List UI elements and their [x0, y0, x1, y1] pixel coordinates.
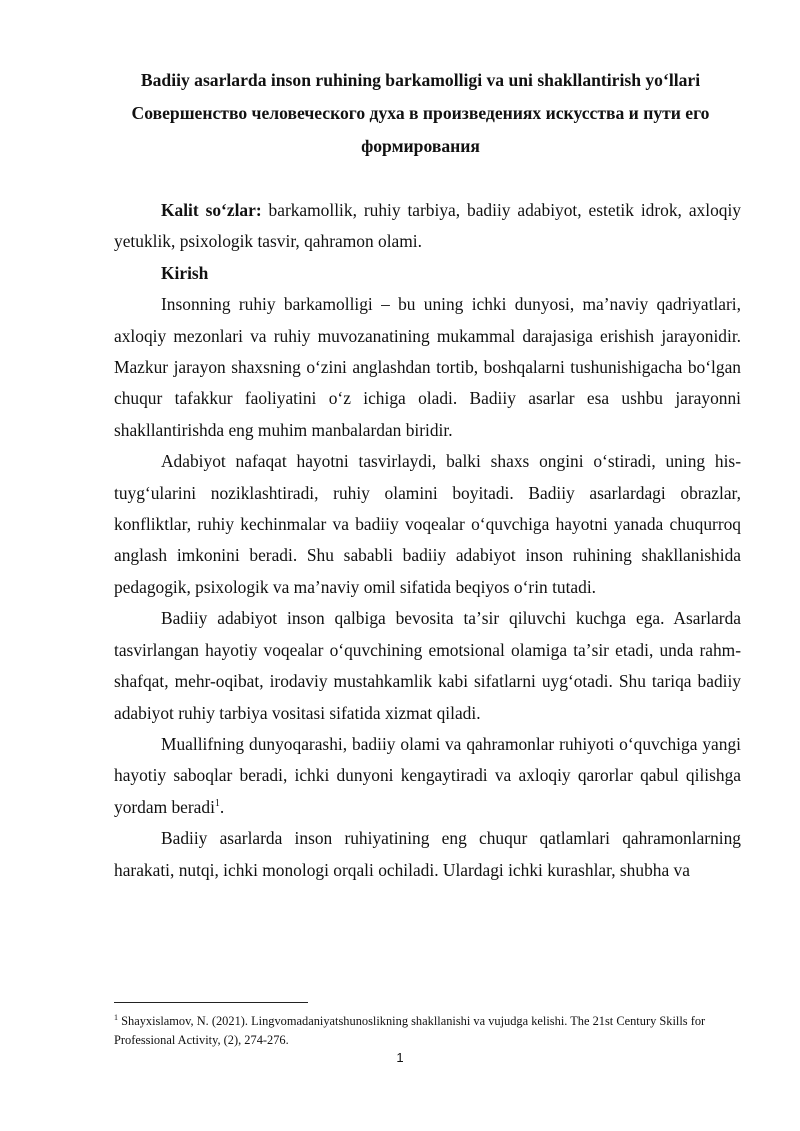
title-uzbek: Badiiy asarlarda inson ruhining barkamolligi va uni shakllantirish yoʻllari	[140, 70, 701, 90]
title-russian: Совершенство человеческого духа в произведениях искусства и пути его формирования	[131, 103, 710, 156]
paragraph-4-text: Muallifning dunyoqarashi, badiiy olami va qahramonlar ruhiyoti oʻquvchiga yangi hayotiy saboqlar beradi, ichki dunyoni kengaytiradi va axloqiy qarorlar qabul qilishga yordam beradi	[114, 733, 741, 817]
paragraph-4: Muallifning dunyoqarashi, badiiy olami va qahramonlar ruhiyoti oʻquvchiga yangi hayotiy saboqlar beradi, ichki dunyoni kengaytiradi va axloqiy qarorlar qabul qilishga yordam beradi$^1$.	[114, 733, 741, 817]
footnote	[114, 1012, 744, 1050]
keywords-paragraph	[114, 195, 741, 258]
keywords-text: barkamollik, ruhiy tarbiya, badiiy adabiyot, estetik idrok, axloqiy yetuklik, psixologik tasvir, qahramon olami.	[114, 200, 741, 252]
footnote-reference[interactable]: 1	[214, 797, 220, 809]
page-number: 1	[396, 1050, 404, 1065]
section-heading: Kirish	[161, 262, 209, 283]
footnote-marker: 1	[114, 1012, 118, 1022]
paragraph-1: Insonning ruhiy barkamolligi – bu uning ichki dunyosi, maʼnaviy qadriyatlari, axloqiy mezonlari va ruhiy muvozanatining mukammal darajasiga erishish jarayonidir. Mazkur jarayon shaxsning oʻzini anglashdan tortib, boshqalarni tushunishigacha boʻlgan chuqur tafakkur faoliyatini oʻz ichiga oladi. Badiiy asarlar esa ushbu jarayonni shakllantirishda eng muhim manbalardan biridir.	[114, 294, 741, 440]
paragraph-2: Adabiyot nafaqat hayotni tasvirlaydi, balki shaxs ongini oʻstiradi, uning his-tuygʻularini noziklashtiradi, ruhiy olamini boyitadi. Badiiy asarlardagi obrazlar, konfliktlar, ruhiy kechinmalar va badiiy voqealar oʻquvchiga hayotni yanada chuqurroq anglash imkonini beradi. Shu sababli badiiy adabiyot inson ruhining shakllanishida pedagogik, psixologik va maʼnaviy omil sifatida beqiyos oʻrin tutadi.	[114, 451, 741, 597]
footnote-text: Shayxislamov, N. (2021). Lingvomadaniyatshunoslikning shakllanishi va vujudga kelishi. The 21st Century Skills for Professional Activity, (2), 274-276.	[114, 1014, 706, 1047]
paragraph-5: Badiiy asarlarda inson ruhiyatining eng chuqur qatlamlari qahramonlarning harakati, nutqi, ichki monologi orqali ochiladi. Ulardagi ichki kurashlar, shubha va	[114, 828, 741, 880]
footnote-separator	[114, 1002, 308, 1003]
paragraph-3: Badiiy adabiyot inson qalbiga bevosita taʼsir qiluvchi kuchga ega. Asarlarda tasvirlangan hayotiy voqealar oʻquvchining emotsional olamiga taʼsir etadi, unda rahm-shafqat, mehr-oqibat, irodaviy mustahkamlik kabi sifatlarni uygʻotadi. Shu tariqa badiiy adabiyot ruhiy tarbiya vositasi sifatida xizmat qiladi.	[114, 608, 741, 723]
body-text	[114, 195, 741, 886]
keywords-label: Kalit soʻzlar:	[161, 200, 262, 220]
